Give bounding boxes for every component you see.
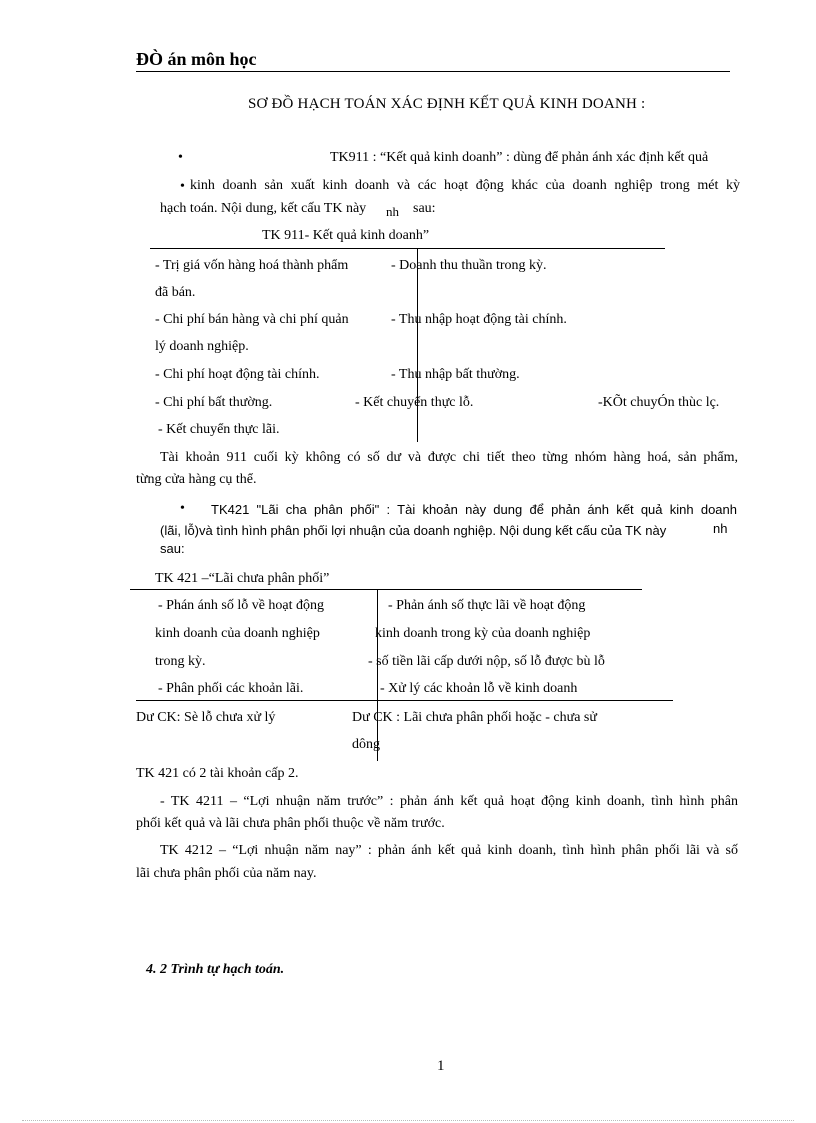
tk911-intro-line3: hạch toán. Nội dung, kết cấu TK này <box>160 201 367 216</box>
tk911-debit-item: - Kết chuyển thực lãi. <box>158 422 280 437</box>
tk911-credit-item: - Doanh thu thuần trong kỳ. <box>391 258 547 273</box>
tk421-intro-line3: sau: <box>160 541 185 556</box>
tk911-t-account-divider <box>417 248 418 442</box>
tk911-debit-item: đã bán. <box>155 285 196 300</box>
tk911-t-account-top-rule <box>150 248 665 249</box>
tk4212-line2: lãi chưa phân phối của năm nay. <box>136 866 317 881</box>
tk421-debit-item: - Phán ánh số lỗ về hoạt động <box>158 598 325 613</box>
bullet-icon: • <box>180 179 185 194</box>
tk911-account-title: TK 911- Kết quả kinh doanh” <box>262 228 430 243</box>
tk421-intro-line2-nh: nh <box>713 521 728 536</box>
section-heading: 4. 2 Trình tự hạch toán. <box>146 962 285 977</box>
tk911-note-line2: từng cửa hàng cụ thể. <box>136 472 257 487</box>
tk911-intro-line1: TK911 : “Kết quả kinh doanh” : dùng để phản ánh xác định kết quả <box>330 150 709 165</box>
page-bottom-divider <box>22 1120 794 1121</box>
tk421-credit-item: - Xử lý các khoản lỗ về kinh doanh <box>380 681 578 696</box>
page-number: 1 <box>437 1058 445 1074</box>
tk911-note-line1: Tài khoản 911 cuối kỳ không có số dư và được chi tiết theo từng nhóm hàng hoá, sản phẩm, <box>160 450 738 465</box>
tk421-intro-line2: (lãi, lỗ)và tình hình phân phối lợi nhuận của doanh nghiệp. Nội dung kết cấu của TK này <box>160 523 667 538</box>
tk911-debit-item: - Chi phí hoạt động tài chính. <box>155 367 320 382</box>
tk421-credit-item: - số tiền lãi cấp dưới nộp, số lỗ được bù lỗ <box>368 654 605 669</box>
tk911-debit-item: - Chi phí bán hàng và chi phí quản <box>155 312 349 327</box>
tk911-credit-item: - Thu nhập bất thường. <box>391 367 520 382</box>
tk421-credit-item: - Phản ánh số thực lãi về hoạt động <box>388 598 586 613</box>
tk421-intro-line1: TK421 "Lãi cha phân phối" : Tài khoản này dung để phản ánh kết quả kinh doanh <box>211 502 737 517</box>
tk421-credit-item: kinh doanh trong kỳ của doanh nghiệp <box>375 626 591 641</box>
tk911-intro-line3-nh: nh <box>386 204 399 219</box>
tk421-t-account-divider <box>377 589 378 761</box>
tk911-debit-item: lý doanh nghiệp. <box>155 339 249 354</box>
tk911-credit-item: - Kết chuyển thực lỗ. <box>355 395 474 410</box>
tk4211-line1: - TK 4211 – “Lợi nhuận năm trước” : phản ánh kết quả hoạt động kinh doanh, tình hình phân <box>160 794 738 809</box>
bullet-icon: • <box>180 501 185 516</box>
tk421-balance-credit-cont: dông <box>352 737 380 752</box>
tk4212-line1: TK 4212 – “Lợi nhuận năm nay” : phản ánh kết quả kinh doanh, tình hình phân phối lãi và số <box>160 843 738 858</box>
tk421-account-title: TK 421 –“Lãi chưa phân phối” <box>155 571 330 586</box>
tk421-balance-rule <box>136 700 673 701</box>
tk911-intro-line3-end: sau: <box>413 201 436 216</box>
bullet-icon: • <box>178 150 183 165</box>
sub-accounts-intro: TK 421 có 2 tài khoản cấp 2. <box>136 766 299 781</box>
header-rule <box>136 71 730 72</box>
tk911-intro-line2: kinh doanh sản xuất kinh doanh và các hoạt động khác của doanh nghiệp trong mét kỳ <box>190 178 740 193</box>
tk911-credit-item: - Thu nhập hoạt động tài chính. <box>391 312 567 327</box>
tk421-t-account-top-rule <box>130 589 642 590</box>
tk421-debit-item: kinh doanh của doanh nghiệp <box>155 626 320 641</box>
document-header-title: ĐÒ án môn học <box>136 49 257 69</box>
tk911-credit-item: -KÕt chuyÓn thùc lç. <box>598 395 720 410</box>
tk911-debit-item: - Trị giá vốn hàng hoá thành phẩm <box>155 258 349 273</box>
tk421-debit-item: trong kỳ. <box>155 654 206 669</box>
tk4211-line2: phối kết quả và lãi chưa phân phối thuộc về năm trước. <box>136 816 445 831</box>
tk421-balance-debit: Dư CK: Sè lỗ chưa xử lý <box>136 710 276 725</box>
tk421-balance-credit: Dư CK : Lãi chưa phân phối hoặc - chưa sử <box>352 710 597 725</box>
tk421-debit-item: - Phân phối các khoản lãi. <box>158 681 304 696</box>
tk911-debit-item: - Chi phí bất thường. <box>155 395 273 410</box>
page-title: SƠ ĐỒ HẠCH TOÁN XÁC ĐỊNH KẾT QUẢ KINH DOANH : <box>248 96 646 112</box>
